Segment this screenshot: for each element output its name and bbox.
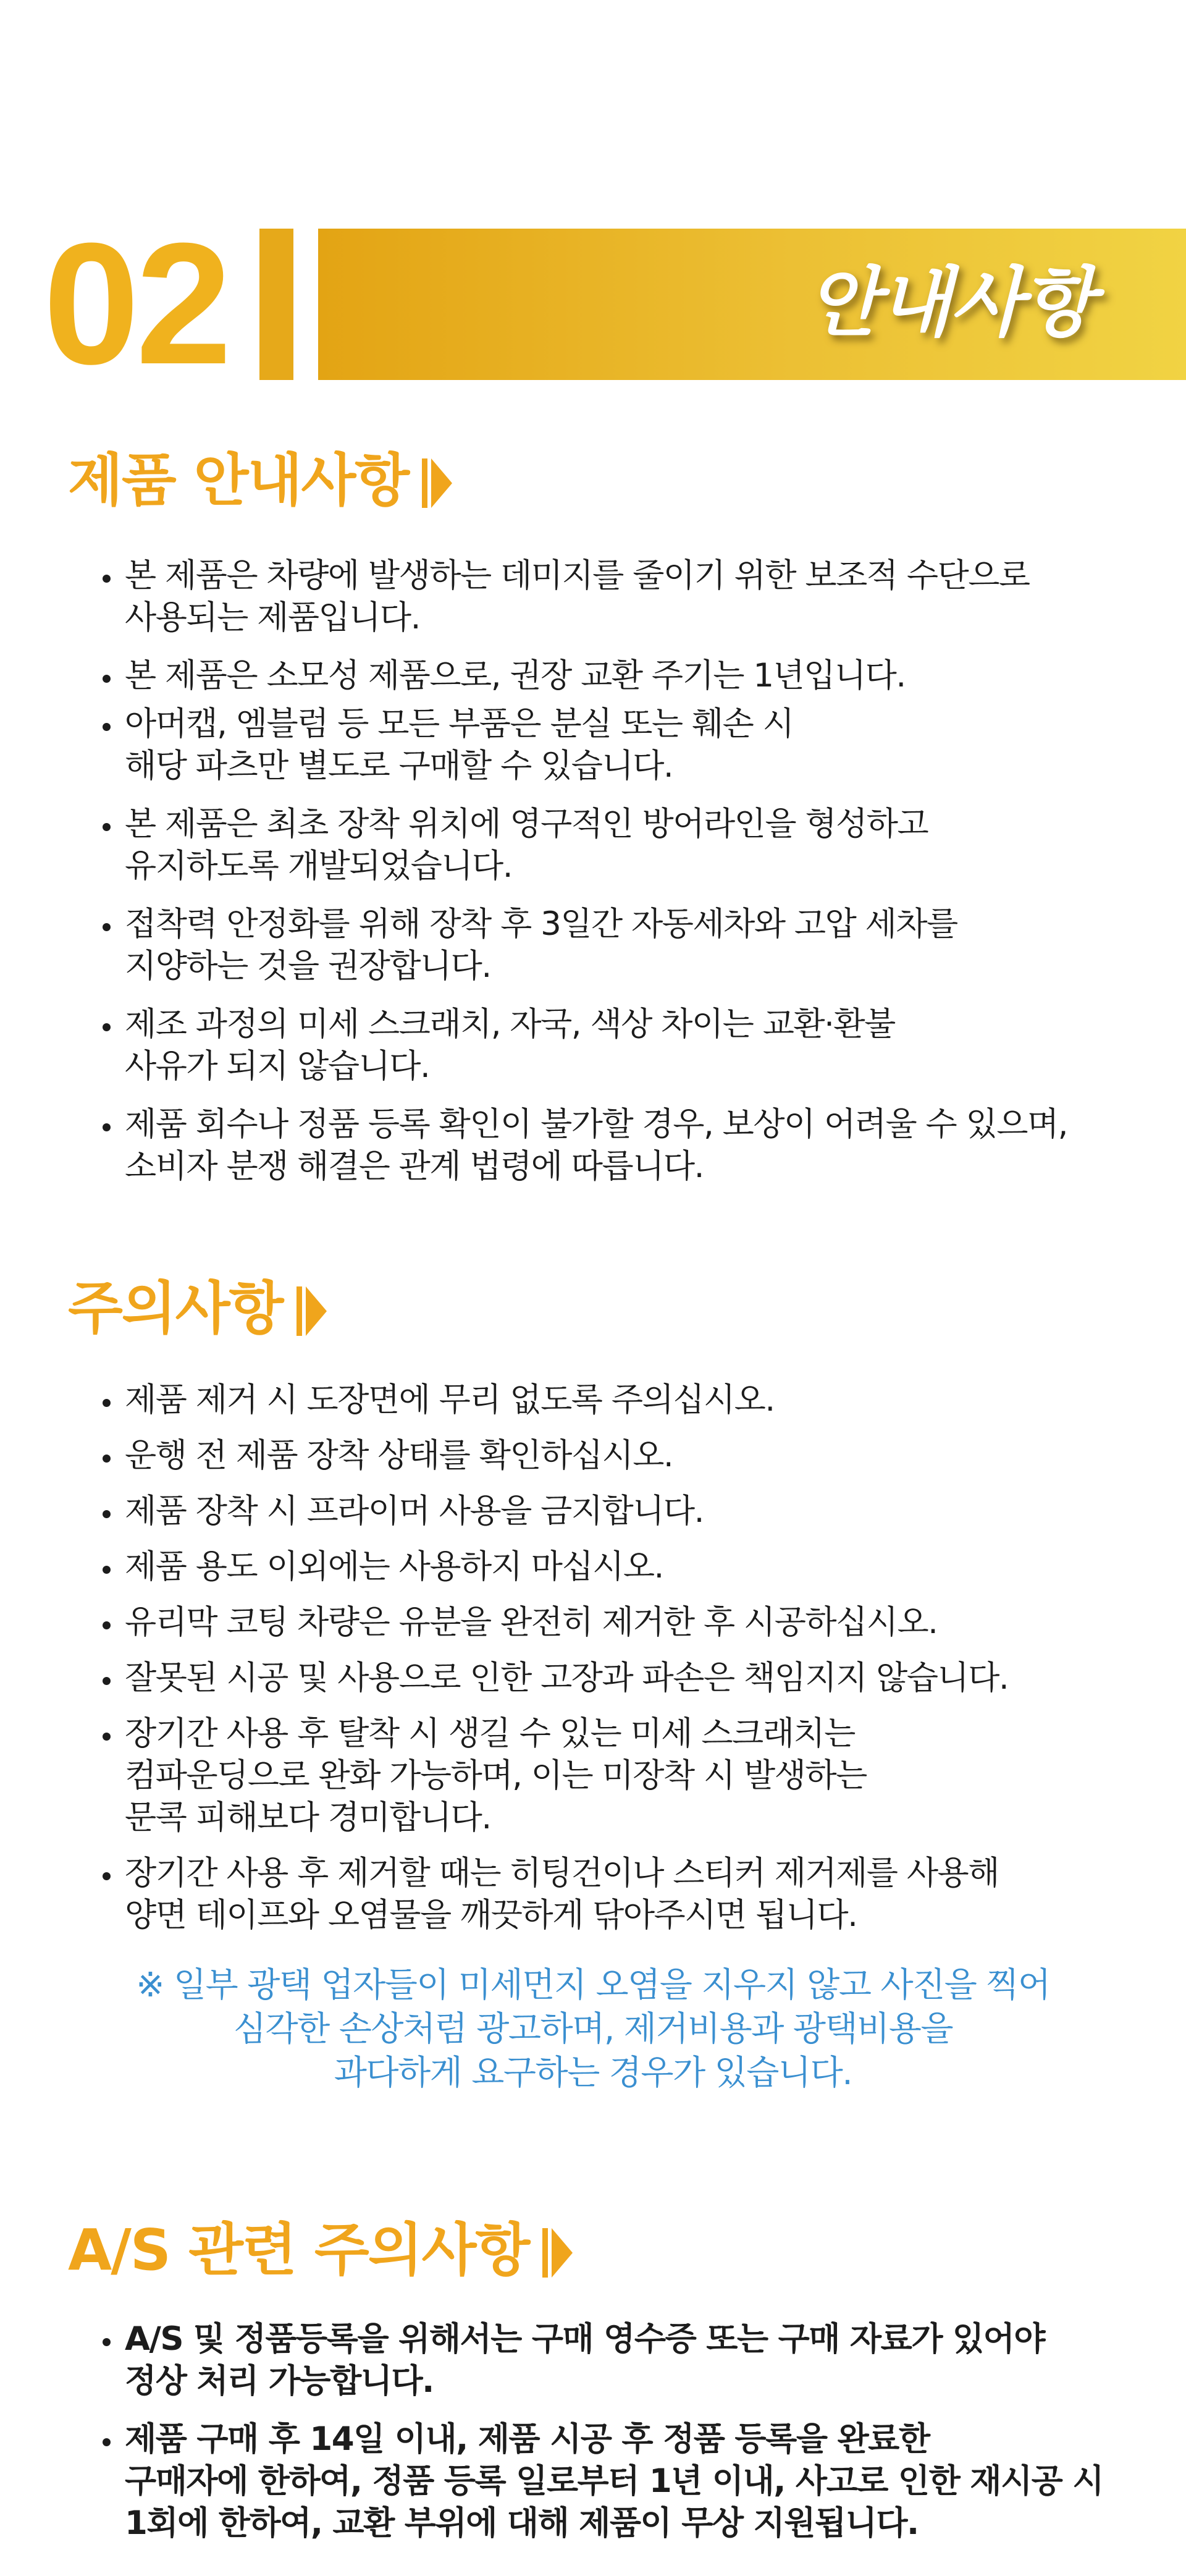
play-arrow-icon (542, 2213, 573, 2287)
banner-title: 안내사항 (807, 259, 1093, 347)
list-item (99, 903, 1161, 987)
bullet-dot-icon (103, 1566, 111, 1574)
bullet-dot-icon (103, 2438, 111, 2446)
bullet-dot-icon (103, 575, 111, 583)
as-heading (68, 2213, 573, 2287)
play-arrow-icon (422, 443, 452, 517)
as-list (99, 2318, 1161, 2544)
list-item-line: 본 제품은 차량에 발생하는 데미지를 줄이기 위한 보조적 수단으로 (125, 557, 1030, 594)
bullet-dot-icon (103, 675, 111, 683)
list-item (99, 655, 1161, 697)
list-item (99, 1657, 1161, 1699)
list-item-line: 양면 테이프와 오염물을 깨끗하게 닦아주시면 됩니다. (125, 1896, 857, 1934)
list-item (99, 1602, 1161, 1644)
list-item-line: 문콕 피해보다 경미합니다. (125, 1799, 491, 1836)
caution-heading-text: 주의사항 (68, 1275, 283, 1341)
list-item-line: 아머캡, 엠블럼 등 모든 부품은 분실 또는 훼손 시 (125, 705, 794, 743)
list-item-line: 장기간 사용 후 탈착 시 생길 수 있는 미세 스크래치는 (125, 1715, 855, 1752)
list-item (99, 1852, 1161, 1936)
list-item (99, 2418, 1161, 2544)
list-item-line: 제품 구매 후 14일 이내, 제품 시공 후 정품 등록을 완료한 (125, 2420, 930, 2458)
caution-heading (68, 1272, 327, 1346)
bullet-dot-icon (103, 1510, 111, 1518)
list-item-line: 제품 제거 시 도장면에 무리 없도록 주의십시오. (125, 1381, 775, 1419)
play-arrow-icon (296, 1271, 327, 1345)
list-item-line: 본 제품은 최초 장착 위치에 영구적인 방어라인을 형성하고 (125, 805, 928, 843)
list-item-line: 지양하는 것을 권장합니다. (125, 947, 491, 985)
caution-notice (0, 1963, 1186, 2095)
bullet-dot-icon (103, 1677, 111, 1685)
list-item (99, 1435, 1161, 1477)
bullet-dot-icon (103, 1733, 111, 1741)
list-item (99, 1104, 1161, 1188)
bullet-dot-icon (103, 1023, 111, 1031)
list-item-line: 컴파운딩으로 완화 가능하며, 이는 미장착 시 발생하는 (125, 1757, 867, 1794)
product-info-list (99, 555, 1161, 1188)
list-item-line: 사유가 되지 않습니다. (125, 1047, 430, 1085)
banner-band (318, 229, 1186, 380)
product-info-heading-text: 제품 안내사항 (68, 447, 409, 513)
list-item (99, 1490, 1161, 1532)
bullet-dot-icon (103, 823, 111, 831)
bullet-dot-icon (103, 1621, 111, 1629)
notice-line: 심각한 손상처럼 광고하며, 제거비용과 광택비용을 (233, 2009, 953, 2048)
bullet-dot-icon (103, 923, 111, 931)
list-item (99, 2318, 1161, 2402)
list-item (99, 1713, 1161, 1839)
list-item (99, 555, 1161, 639)
section-number: 02 (43, 208, 229, 400)
list-item-line: 장기간 사용 후 제거할 때는 히팅건이나 스티커 제거제를 사용해 (125, 1854, 999, 1892)
bullet-dot-icon (103, 1123, 111, 1131)
product-info-heading (68, 444, 452, 518)
banner-divider-bar (259, 229, 293, 380)
list-item-line: 잘못된 시공 및 사용으로 인한 고장과 파손은 책임지지 않습니다. (125, 1659, 1009, 1697)
list-item-line: 1회에 한하여, 교환 부위에 대해 제품이 무상 지원됩니다. (125, 2504, 919, 2542)
section-banner (0, 208, 1186, 400)
list-item-line: 사용되는 제품입니다. (125, 599, 420, 636)
list-item (99, 803, 1161, 887)
list-item-line: 유지하도록 개발되었습니다. (125, 847, 513, 885)
bullet-dot-icon (103, 1872, 111, 1880)
list-item-line: 제조 과정의 미세 스크래치, 자국, 색상 차이는 교환·환불 (125, 1005, 895, 1043)
list-item-line: A/S 및 정품등록을 위해서는 구매 영수증 또는 구매 자료가 있어야 (125, 2320, 1045, 2358)
list-item (99, 703, 1161, 787)
bullet-dot-icon (103, 723, 111, 731)
list-item (99, 1003, 1161, 1087)
list-item-line: 본 제품은 소모성 제품으로, 권장 교환 주기는 1년입니다. (125, 657, 906, 695)
bullet-dot-icon (103, 1455, 111, 1463)
list-item-line: 유리막 코팅 차량은 유분을 완전히 제거한 후 시공하십시오. (125, 1603, 938, 1641)
list-item-line: 운행 전 제품 장착 상태를 확인하십시오. (125, 1437, 673, 1474)
caution-list (99, 1379, 1161, 1936)
list-item-line: 소비자 분쟁 해결은 관계 법령에 따릅니다. (125, 1147, 704, 1185)
list-item-line: 제품 장착 시 프라이머 사용을 금지합니다. (125, 1492, 704, 1530)
list-item (99, 1546, 1161, 1588)
list-item-line: 해당 파츠만 별도로 구매할 수 있습니다. (125, 747, 673, 785)
list-item-line: 접착력 안정화를 위해 장착 후 3일간 자동세차와 고압 세차를 (125, 905, 957, 943)
bullet-dot-icon (103, 1399, 111, 1407)
bullet-dot-icon (103, 2338, 111, 2346)
list-item-line: 구매자에 한하여, 정품 등록 일로부터 1년 이내, 사고로 인한 재시공 시 (125, 2462, 1104, 2500)
notice-line: 과다하게 요구하는 경우가 있습니다. (334, 2053, 852, 2092)
list-item-line: 정상 처리 가능합니다. (125, 2362, 434, 2400)
as-heading-text: A/S 관련 주의사항 (68, 2217, 529, 2283)
notice-line: ※ 일부 광택 업자들이 미세먼지 오염을 지우지 않고 사진을 찍어 (136, 1965, 1050, 2004)
list-item (99, 1379, 1161, 1421)
list-item-line: 제품 용도 이외에는 사용하지 마십시오. (125, 1548, 663, 1586)
list-item-line: 제품 회수나 정품 등록 확인이 불가할 경우, 보상이 어려울 수 있으며, (125, 1105, 1068, 1143)
